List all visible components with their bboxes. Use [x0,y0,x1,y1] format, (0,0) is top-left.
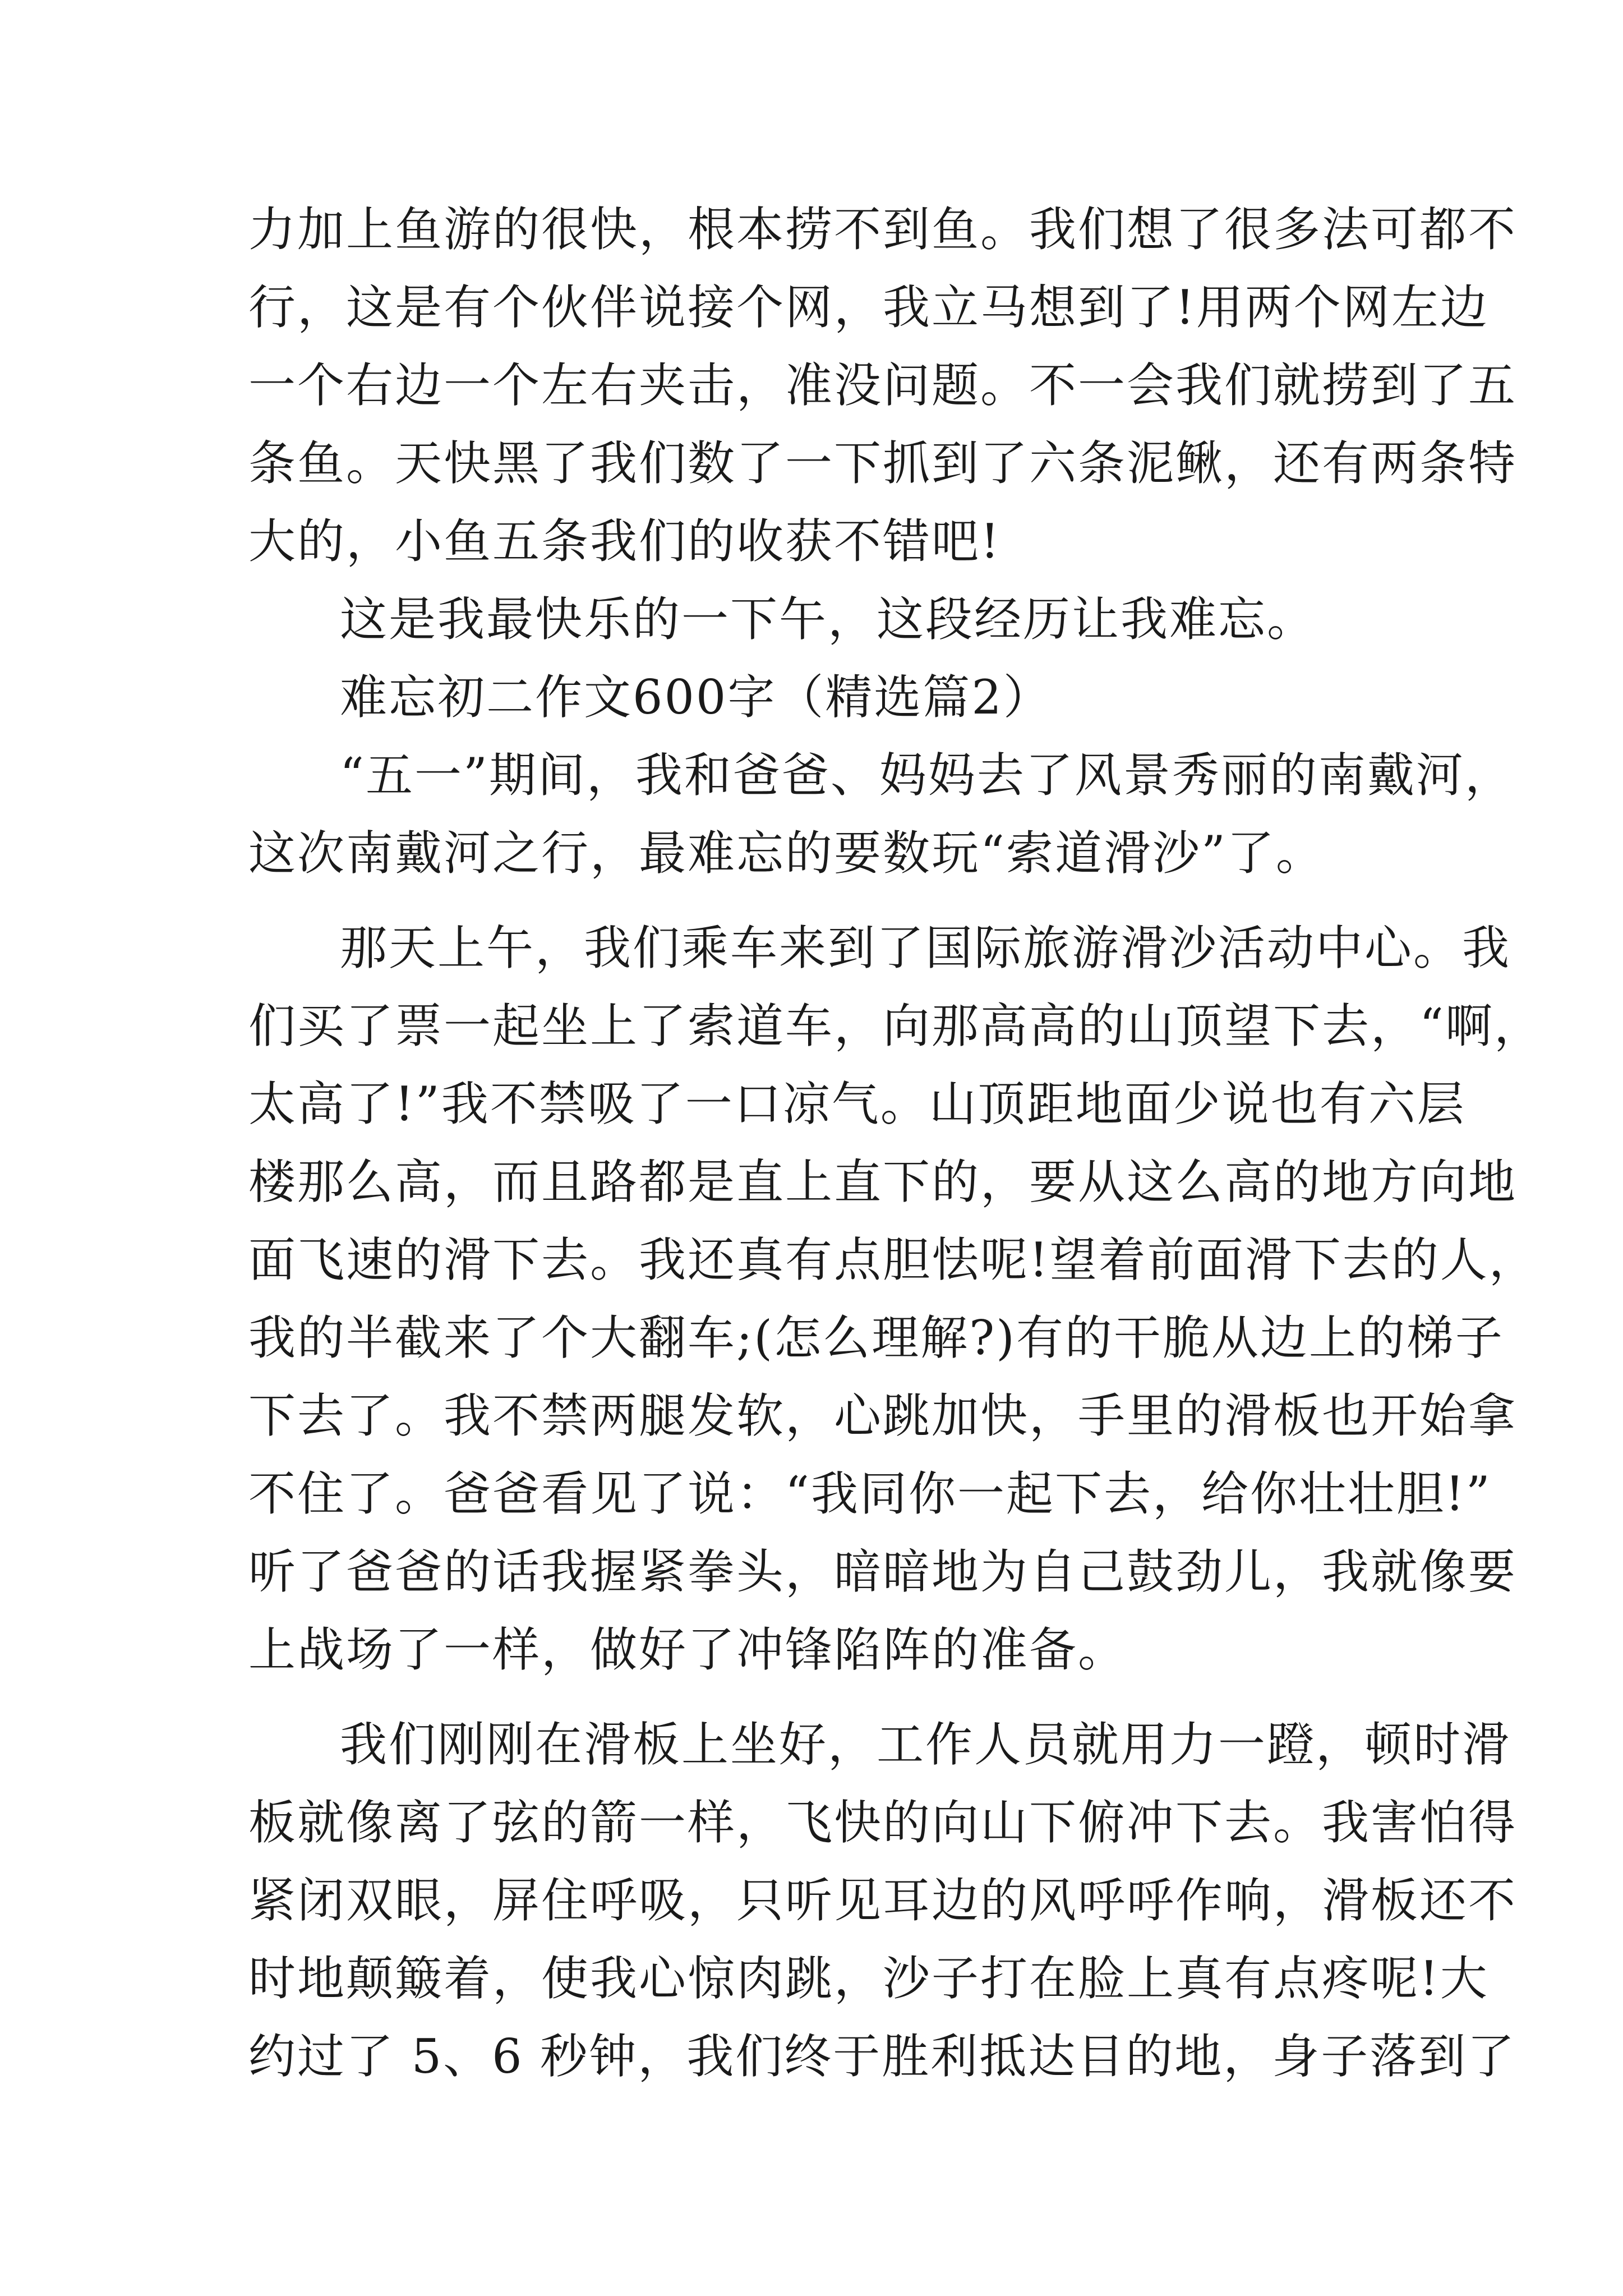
text-line: 一个右边一个左右夹击，准没问题。不一会我们就捞到了五 [248,358,1518,413]
text-line: 不住了。爸爸看见了说：“我同你一起下去，给你壮壮胆!” [248,1466,1492,1521]
paragraph-line: 这是我最快乐的一下午，这段经历让我难忘。 [340,592,1316,647]
text-line: 大的，小鱼五条我们的收获不错吧! [248,514,1001,569]
text-line: 紧闭双眼，屏住呼吸，只听见耳边的风呼呼作响，滑板还不 [248,1873,1518,1928]
text-line: 我的半截来了个大翻车;(怎么理解?)有的干脆从边上的梯子 [248,1310,1504,1365]
body-text [248,191,1543,2096]
text-line: 上战场了一样，做好了冲锋陷阵的准备。 [248,1622,1127,1677]
text-line: 太高了!”我不禁吸了一口凉气。山顶距地面少说也有六层 [248,1076,1466,1131]
paragraph-line: “五一”期间，我和爸爸、妈妈去了风景秀丽的南戴河， [340,748,1514,803]
text-line: 听了爸爸的话我握紧拳头，暗暗地为自己鼓劲儿，我就像要 [248,1544,1518,1599]
text-line: 下去了。我不禁两腿发软，心跳加快，手里的滑板也开始拿 [248,1388,1518,1443]
text-line: 楼那么高，而且路都是直上直下的，要从这么高的地方向地 [248,1154,1518,1209]
paragraph-line: 我们刚刚在滑板上坐好，工作人员就用力一蹬，顿时滑 [340,1717,1511,1772]
paragraph-line: 那天上午，我们乘车来到了国际旅游滑沙活动中心。我 [340,921,1511,976]
text-line: 时地颠簸着，使我心惊肉跳，沙子打在脸上真有点疼呢!大 [248,1951,1489,2006]
text-line: 力加上鱼游的很快，根本捞不到鱼。我们想了很多法可都不 [248,202,1518,257]
section-heading: 难忘初二作文600字（精选篇2） [340,670,1052,725]
text-line: 约过了 5、6 秒钟，我们终于胜利抵达目的地，身子落到了 [248,2029,1516,2084]
text-line: 条鱼。天快黑了我们数了一下抓到了六条泥鳅，还有两条特 [248,436,1518,491]
text-line: 面飞速的滑下去。我还真有点胆怯呢!望着前面滑下去的人， [248,1232,1538,1287]
text-line: 这次南戴河之行，最难忘的要数玩“索道滑沙”了。 [248,826,1325,881]
text-line: 们买了票一起坐上了索道车，向那高高的山顶望下去，“啊， [248,999,1543,1053]
text-line: 行，这是有个伙伴说接个网，我立马想到了!用两个网左边 [248,280,1489,335]
text-line: 板就像离了弦的箭一样，飞快的向山下俯冲下去。我害怕得 [248,1795,1518,1850]
